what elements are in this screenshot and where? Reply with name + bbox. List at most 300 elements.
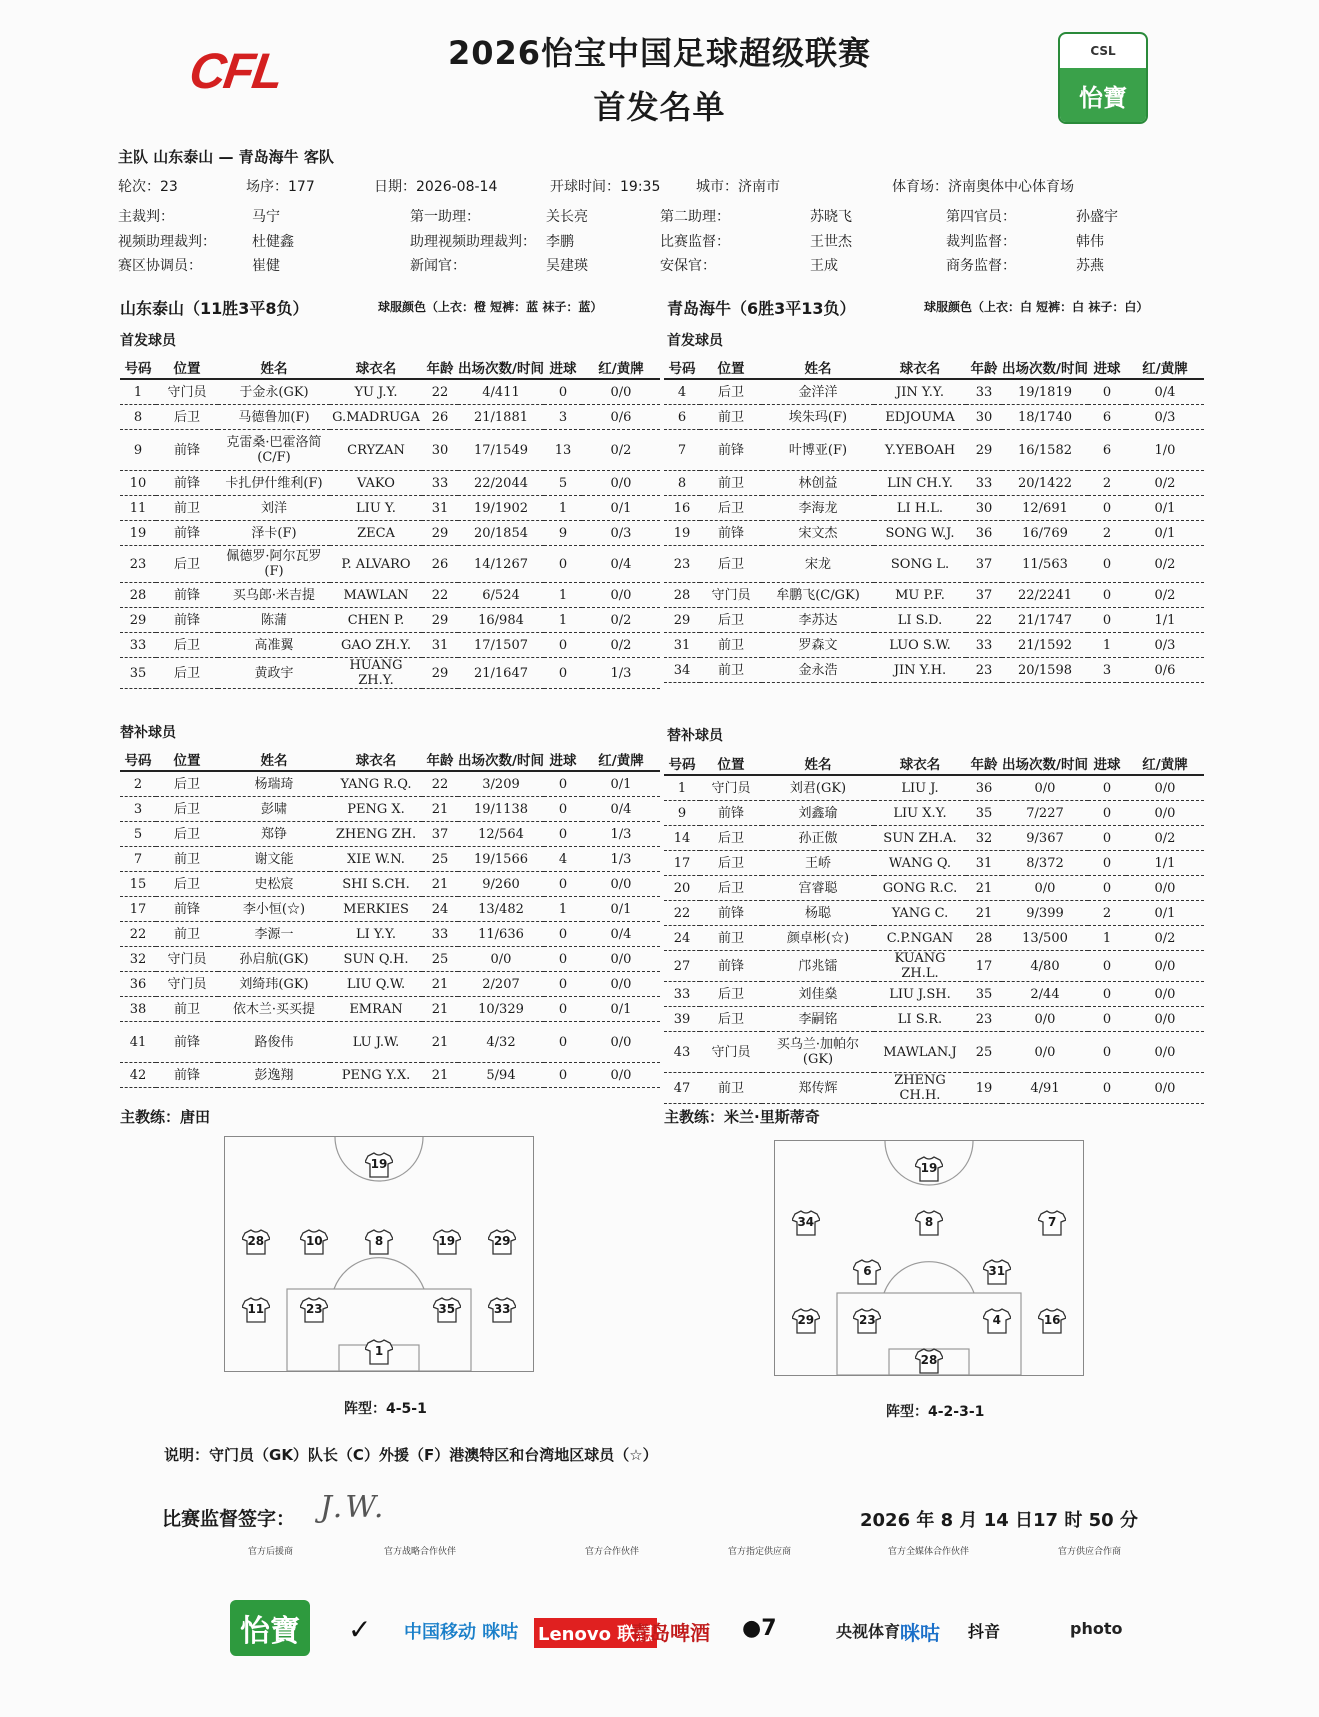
sign-time: 2026 年 8 月 14 日17 时 50 分	[860, 1510, 1138, 1531]
player-number: 8	[664, 471, 700, 496]
player-number: 10	[120, 471, 156, 496]
appearances: 6/524	[458, 583, 544, 608]
shirt-name: SONG L.	[874, 546, 966, 583]
cards: 0/6	[582, 405, 660, 430]
player-position: 前锋	[700, 521, 762, 546]
player-position: 前卫	[700, 471, 762, 496]
goals: 1	[1088, 633, 1126, 658]
player-number: 34	[664, 658, 700, 683]
cards: 0/2	[582, 430, 660, 471]
appearances: 11/636	[458, 922, 544, 947]
player-row	[120, 430, 660, 471]
away-subs-label: 替补球员	[667, 728, 723, 744]
column-header: 位置	[156, 356, 218, 379]
goals: 0	[544, 546, 582, 583]
player-age: 28	[966, 926, 1002, 951]
appearances: 12/691	[1002, 496, 1088, 521]
cards: 1/1	[1126, 851, 1204, 876]
player-row	[120, 658, 660, 689]
shirt-name: LIU Y.	[330, 496, 422, 521]
player-shirt	[1038, 1308, 1066, 1334]
player-name: 李嗣铭	[762, 1007, 874, 1032]
page-subtitle: 首发名单	[593, 88, 726, 126]
player-age: 21	[422, 997, 458, 1022]
appearances: 18/1740	[1002, 405, 1088, 430]
player-name: 颜卓彬(☆)	[762, 926, 874, 951]
shirt-name: YANG C.	[874, 901, 966, 926]
player-position: 后卫	[700, 982, 762, 1007]
column-header: 进球	[544, 748, 582, 771]
column-header: 球衣名	[330, 356, 422, 379]
player-name: 克雷桑·巴霍洛简(C/F)	[218, 430, 330, 471]
shirt-name: LIN CH.Y.	[874, 471, 966, 496]
player-age: 21	[422, 972, 458, 997]
player-position: 后卫	[700, 876, 762, 901]
appearances: 16/1582	[1002, 430, 1088, 471]
away-coach-label: 主教练：	[664, 1108, 725, 1126]
shirt-number: 8	[374, 1234, 384, 1249]
official-role: 第二助理：	[660, 209, 730, 225]
column-header: 位置	[700, 752, 762, 775]
player-name: 马德鲁加(F)	[218, 405, 330, 430]
appearances: 21/1647	[458, 658, 544, 689]
shirt-name: LUO S.W.	[874, 633, 966, 658]
player-age: 36	[966, 521, 1002, 546]
player-shirt	[488, 1229, 516, 1255]
column-header: 年龄	[422, 356, 458, 379]
cards: 1/3	[582, 847, 660, 872]
cards: 0/0	[582, 471, 660, 496]
player-name: 牟鹏飞(C/GK)	[762, 583, 874, 608]
player-age: 25	[422, 847, 458, 872]
official-name: 李鹏	[546, 234, 574, 250]
column-header: 红/黄牌	[582, 748, 660, 771]
player-age: 30	[422, 430, 458, 471]
player-number: 35	[120, 658, 156, 689]
shirt-name: G.MADRUGA	[330, 405, 422, 430]
player-number: 8	[120, 405, 156, 430]
shirt-number: 23	[305, 1302, 323, 1317]
player-row	[664, 775, 1204, 801]
cards: 0/1	[582, 496, 660, 521]
player-number: 19	[120, 521, 156, 546]
player-name: 邝兆镭	[762, 951, 874, 982]
goals: 0	[1088, 546, 1126, 583]
player-row	[664, 583, 1204, 608]
player-number: 11	[120, 496, 156, 521]
player-row	[664, 926, 1204, 951]
goals: 9	[544, 521, 582, 546]
player-position: 前卫	[700, 1073, 762, 1104]
player-shirt	[433, 1297, 461, 1323]
cards: 1/0	[1126, 430, 1204, 471]
player-row	[120, 379, 660, 405]
sponsor-logo: 央视体育	[836, 1622, 901, 1641]
column-header: 号码	[120, 356, 156, 379]
player-age: 25	[966, 1032, 1002, 1073]
away-kit: 球服颜色（上衣：白 短裤：白 袜子：白）	[924, 300, 1149, 314]
shirt-name: GONG R.C.	[874, 876, 966, 901]
player-shirt	[488, 1297, 516, 1323]
player-number: 22	[664, 901, 700, 926]
player-position: 后卫	[700, 826, 762, 851]
player-row	[664, 379, 1204, 405]
player-position: 后卫	[700, 379, 762, 405]
player-age: 21	[422, 1022, 458, 1063]
column-header: 号码	[664, 752, 700, 775]
player-age: 24	[422, 897, 458, 922]
player-shirt	[365, 1339, 393, 1365]
player-position: 前卫	[700, 658, 762, 683]
appearances: 4/411	[458, 379, 544, 405]
player-age: 29	[422, 608, 458, 633]
player-age: 29	[422, 658, 458, 689]
player-row	[120, 583, 660, 608]
player-number: 3	[120, 797, 156, 822]
player-number: 23	[120, 546, 156, 583]
player-age: 22	[966, 608, 1002, 633]
shirt-name: VAKO	[330, 471, 422, 496]
goals: 0	[544, 872, 582, 897]
player-age: 35	[966, 982, 1002, 1007]
appearances: 16/984	[458, 608, 544, 633]
player-name: 金洋洋	[762, 379, 874, 405]
player-age: 22	[422, 771, 458, 797]
shirt-name: Y.YEBOAH	[874, 430, 966, 471]
player-shirt	[915, 1210, 943, 1236]
sponsor-logo: 抖音	[968, 1622, 1001, 1641]
player-position: 前锋	[156, 430, 218, 471]
player-row	[120, 471, 660, 496]
csl-logo-brand: 怡寶	[1060, 68, 1146, 122]
player-age: 30	[966, 496, 1002, 521]
player-row	[664, 658, 1204, 683]
player-name: 埃朱玛(F)	[762, 405, 874, 430]
player-number: 28	[120, 583, 156, 608]
player-age: 31	[966, 851, 1002, 876]
cards: 0/2	[582, 608, 660, 633]
player-age: 33	[422, 471, 458, 496]
player-row	[120, 922, 660, 947]
home-kit: 球服颜色（上衣：橙 短裤：蓝 袜子：蓝）	[378, 300, 603, 314]
goals: 1	[544, 897, 582, 922]
cards: 0/2	[1126, 583, 1204, 608]
shirt-number: 31	[988, 1264, 1006, 1279]
cards: 0/0	[1126, 982, 1204, 1007]
shirt-name: KUANG ZH.L.	[874, 951, 966, 982]
shirt-name: CRYZAN	[330, 430, 422, 471]
goals: 0	[1088, 982, 1126, 1007]
player-position: 后卫	[156, 771, 218, 797]
player-name: 卡扎伊什维利(F)	[218, 471, 330, 496]
player-name: 叶博亚(F)	[762, 430, 874, 471]
player-shirt	[853, 1259, 881, 1285]
shirt-name: PENG X.	[330, 797, 422, 822]
official-role: 主裁判：	[118, 209, 174, 225]
player-row	[664, 982, 1204, 1007]
player-number: 41	[120, 1022, 156, 1063]
appearances: 13/500	[1002, 926, 1088, 951]
home-starters-table	[120, 356, 660, 689]
away-team-name: 青岛海牛（6胜3平13负）	[667, 299, 856, 318]
player-number: 14	[664, 826, 700, 851]
player-row	[120, 546, 660, 583]
goals: 0	[1088, 496, 1126, 521]
goals: 3	[1088, 658, 1126, 683]
appearances: 0/0	[458, 947, 544, 972]
home-coach-label: 主教练：	[120, 1108, 181, 1126]
appearances: 20/1422	[1002, 471, 1088, 496]
appearances: 17/1549	[458, 430, 544, 471]
table-header	[120, 356, 660, 379]
player-position: 前锋	[700, 901, 762, 926]
shirt-number: 28	[247, 1234, 265, 1249]
round: 轮次：23	[118, 179, 178, 195]
cards: 0/4	[582, 922, 660, 947]
player-shirt	[242, 1229, 270, 1255]
player-name: 刘君(GK)	[762, 775, 874, 801]
official-name: 崔健	[252, 258, 280, 274]
column-header: 球衣名	[874, 752, 966, 775]
shirt-number: 19	[438, 1234, 456, 1249]
cards: 0/3	[582, 521, 660, 546]
goals: 0	[1088, 1007, 1126, 1032]
goals: 0	[544, 997, 582, 1022]
player-age: 36	[966, 775, 1002, 801]
player-position: 前卫	[156, 997, 218, 1022]
goals: 0	[1088, 801, 1126, 826]
official-name: 杜健鑫	[252, 234, 294, 250]
column-header: 出场次数/时间	[458, 356, 544, 379]
player-age: 21	[422, 797, 458, 822]
teams-line: 主队 山东泰山 — 青岛海牛 客队	[118, 148, 334, 166]
player-row	[120, 608, 660, 633]
shirt-name: SHI S.CH.	[330, 872, 422, 897]
shirt-name: WANG Q.	[874, 851, 966, 876]
partner-caption: 官方全媒体合作伙伴	[888, 1547, 970, 1557]
player-age: 33	[422, 922, 458, 947]
shirt-number: 10	[305, 1234, 323, 1249]
column-header: 红/黄牌	[1126, 752, 1204, 775]
player-name: 郑传辉	[762, 1073, 874, 1104]
player-name: 宫睿聪	[762, 876, 874, 901]
column-header: 出场次数/时间	[1002, 752, 1088, 775]
goals: 0	[544, 633, 582, 658]
player-number: 29	[120, 608, 156, 633]
sponsor-logo: 咪咕	[900, 1621, 940, 1645]
shirt-name: LIU X.Y.	[874, 801, 966, 826]
appearances: 0/0	[1002, 1007, 1088, 1032]
home-formation: 阵型：4-5-1	[344, 1401, 427, 1417]
player-row	[664, 471, 1204, 496]
shirt-number: 33	[493, 1302, 511, 1317]
shirt-number: 19	[370, 1157, 388, 1172]
player-name: 泽卡(F)	[218, 521, 330, 546]
player-position: 前锋	[156, 521, 218, 546]
player-number: 33	[120, 633, 156, 658]
player-row	[664, 496, 1204, 521]
goals: 0	[544, 922, 582, 947]
sponsor-logo: ✓	[348, 1613, 372, 1646]
legend-note: 说明：守门员（GK）队长（C）外援（F）港澳特区和台湾地区球员（☆）	[164, 1446, 658, 1464]
player-number: 7	[120, 847, 156, 872]
shirt-number: 8	[924, 1214, 934, 1229]
player-age: 33	[966, 471, 1002, 496]
shirt-name: MAWLAN	[330, 583, 422, 608]
appearances: 5/94	[458, 1063, 544, 1088]
column-header: 姓名	[762, 356, 874, 379]
player-row	[120, 847, 660, 872]
player-row	[120, 633, 660, 658]
player-position: 前卫	[156, 847, 218, 872]
player-position: 前锋	[156, 1022, 218, 1063]
official-name: 吴建瑛	[546, 258, 588, 274]
player-row	[664, 876, 1204, 901]
cards: 0/1	[1126, 521, 1204, 546]
appearances: 20/1598	[1002, 658, 1088, 683]
cards: 0/1	[582, 771, 660, 797]
appearances: 16/769	[1002, 521, 1088, 546]
player-position: 后卫	[156, 633, 218, 658]
shirt-name: LI H.L.	[874, 496, 966, 521]
player-number: 29	[664, 608, 700, 633]
player-row	[664, 826, 1204, 851]
goals: 0	[544, 771, 582, 797]
appearances: 4/32	[458, 1022, 544, 1063]
player-name: 刘绮玮(GK)	[218, 972, 330, 997]
cards: 0/0	[1126, 1007, 1204, 1032]
player-name: 林创益	[762, 471, 874, 496]
cards: 0/0	[582, 583, 660, 608]
player-name: 买乌兰·加帕尔(GK)	[762, 1032, 874, 1073]
goals: 3	[544, 405, 582, 430]
player-name: 黄政宇	[218, 658, 330, 689]
player-position: 前卫	[700, 926, 762, 951]
player-name: 杨聪	[762, 901, 874, 926]
official-name: 马宁	[252, 209, 280, 225]
home-coach	[120, 1106, 210, 1127]
player-shirt	[300, 1229, 328, 1255]
shirt-name: LI S.D.	[874, 608, 966, 633]
kickoff-time: 开球时间：19:35	[550, 179, 661, 195]
player-age: 21	[966, 876, 1002, 901]
player-number: 42	[120, 1063, 156, 1088]
column-header: 位置	[156, 748, 218, 771]
player-name: 买乌郎·米吉提	[218, 583, 330, 608]
goals: 0	[1088, 826, 1126, 851]
column-header: 出场次数/时间	[1002, 356, 1088, 379]
player-row	[664, 405, 1204, 430]
shirt-name: MU P.F.	[874, 583, 966, 608]
player-number: 6	[664, 405, 700, 430]
official-name: 关长亮	[546, 209, 588, 225]
player-name: 刘鑫瑜	[762, 801, 874, 826]
player-number: 1	[120, 379, 156, 405]
cards: 0/4	[582, 797, 660, 822]
shirt-number: 11	[247, 1302, 265, 1317]
goals: 0	[544, 947, 582, 972]
column-header: 年龄	[966, 356, 1002, 379]
appearances: 12/564	[458, 822, 544, 847]
player-row	[664, 901, 1204, 926]
player-shirt	[792, 1308, 820, 1334]
cards: 0/2	[1126, 471, 1204, 496]
goals: 0	[1088, 775, 1126, 801]
player-position: 后卫	[156, 822, 218, 847]
official-role: 新闻官：	[410, 258, 466, 274]
player-number: 43	[664, 1032, 700, 1073]
goals: 0	[1088, 1073, 1126, 1104]
player-number: 24	[664, 926, 700, 951]
player-shirt	[242, 1297, 270, 1323]
shirt-name: SUN Q.H.	[330, 947, 422, 972]
shirt-name: JIN Y.H.	[874, 658, 966, 683]
goals: 0	[1088, 851, 1126, 876]
home-coach-name: 唐田	[180, 1108, 211, 1126]
column-header: 进球	[1088, 356, 1126, 379]
player-row	[120, 947, 660, 972]
player-age: 23	[966, 1007, 1002, 1032]
goals: 1	[544, 496, 582, 521]
column-header: 年龄	[966, 752, 1002, 775]
player-shirt	[983, 1308, 1011, 1334]
player-shirt	[300, 1297, 328, 1323]
sponsor-logo: 怡寶	[230, 1600, 310, 1656]
player-age: 21	[966, 901, 1002, 926]
shirt-name: LIU J.SH.	[874, 982, 966, 1007]
player-row	[120, 496, 660, 521]
player-number: 9	[120, 430, 156, 471]
shirt-name: P. ALVARO	[330, 546, 422, 583]
column-header: 出场次数/时间	[458, 748, 544, 771]
sponsor-logo: photo	[1070, 1619, 1123, 1638]
player-position: 前锋	[156, 897, 218, 922]
cards: 0/0	[582, 379, 660, 405]
shirt-name: XIE W.N.	[330, 847, 422, 872]
shirt-name: EDJOUMA	[874, 405, 966, 430]
player-position: 前锋	[700, 801, 762, 826]
partner-caption: 官方后援商	[248, 1547, 294, 1557]
shirt-name: LU J.W.	[330, 1022, 422, 1063]
csl-logo	[1058, 32, 1148, 124]
away-starters-table	[664, 356, 1204, 683]
player-position: 前卫	[156, 496, 218, 521]
appearances: 22/2044	[458, 471, 544, 496]
goals: 6	[1088, 405, 1126, 430]
player-row	[664, 608, 1204, 633]
player-position: 后卫	[700, 1007, 762, 1032]
cards: 0/2	[1126, 926, 1204, 951]
cards: 0/2	[1126, 826, 1204, 851]
home-formation-pitch	[224, 1136, 534, 1372]
player-number: 39	[664, 1007, 700, 1032]
shirt-number: 19	[920, 1161, 938, 1176]
penalty-arc	[884, 1262, 974, 1293]
appearances: 9/260	[458, 872, 544, 897]
player-number: 19	[664, 521, 700, 546]
shirt-name: YU J.Y.	[330, 379, 422, 405]
shirt-number: 28	[920, 1352, 938, 1367]
player-row	[120, 771, 660, 797]
partner-caption: 官方指定供应商	[728, 1547, 792, 1557]
player-position: 守门员	[156, 972, 218, 997]
cards: 1/3	[582, 822, 660, 847]
goals: 0	[544, 1063, 582, 1088]
appearances: 9/399	[1002, 901, 1088, 926]
player-shirt	[915, 1156, 943, 1182]
signature-label: 比赛监督签字：	[162, 1508, 296, 1530]
cards: 0/0	[1126, 951, 1204, 982]
